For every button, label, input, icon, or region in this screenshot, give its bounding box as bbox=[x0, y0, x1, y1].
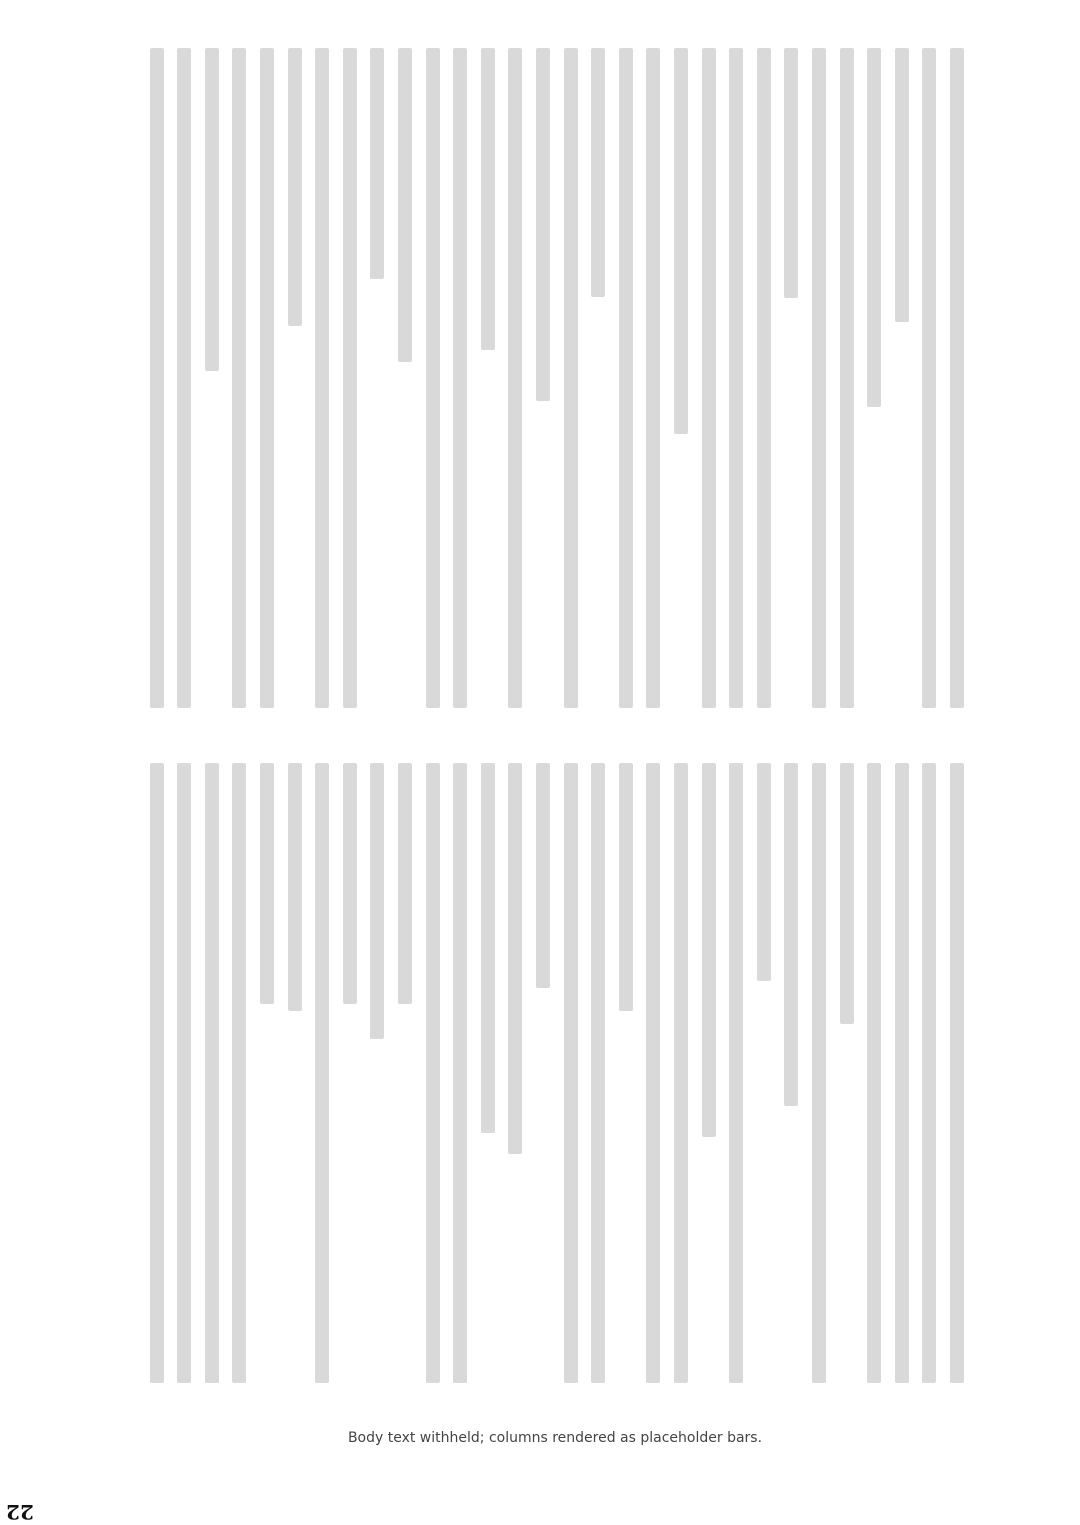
text-line-placeholder bbox=[950, 48, 964, 708]
text-block-bottom bbox=[140, 755, 970, 1395]
text-line-placeholder bbox=[508, 48, 522, 708]
text-line-placeholder bbox=[895, 48, 909, 322]
text-line-placeholder bbox=[453, 48, 467, 708]
text-line-placeholder bbox=[564, 763, 578, 1383]
text-line-placeholder bbox=[867, 763, 881, 1383]
text-line-placeholder bbox=[536, 763, 550, 988]
text-line-placeholder bbox=[453, 763, 467, 1383]
text-line-placeholder bbox=[895, 763, 909, 1383]
text-line-placeholder bbox=[564, 48, 578, 708]
text-line-placeholder bbox=[812, 48, 826, 708]
text-line-placeholder bbox=[150, 763, 164, 1383]
text-line-placeholder bbox=[426, 48, 440, 708]
text-line-placeholder bbox=[922, 48, 936, 708]
text-line-placeholder bbox=[481, 48, 495, 350]
text-line-placeholder bbox=[150, 48, 164, 708]
text-line-placeholder bbox=[315, 48, 329, 708]
text-line-placeholder bbox=[205, 763, 219, 1383]
text-line-placeholder bbox=[205, 48, 219, 371]
text-line-placeholder bbox=[591, 763, 605, 1383]
text-line-placeholder bbox=[784, 48, 798, 298]
text-line-placeholder bbox=[343, 48, 357, 708]
text-line-placeholder bbox=[840, 763, 854, 1024]
text-line-placeholder bbox=[177, 763, 191, 1383]
text-line-placeholder bbox=[177, 48, 191, 708]
text-line-placeholder bbox=[702, 763, 716, 1137]
text-line-placeholder bbox=[370, 763, 384, 1039]
page-number: 22 bbox=[6, 1500, 34, 1524]
text-line-placeholder bbox=[729, 763, 743, 1383]
text-line-placeholder bbox=[757, 763, 771, 981]
text-line-placeholder bbox=[232, 763, 246, 1383]
text-line-placeholder bbox=[922, 763, 936, 1383]
text-line-placeholder bbox=[729, 48, 743, 708]
text-line-placeholder bbox=[426, 763, 440, 1383]
text-line-placeholder bbox=[646, 763, 660, 1383]
text-line-placeholder bbox=[343, 763, 357, 1004]
text-line-placeholder bbox=[867, 48, 881, 407]
text-block-top bbox=[140, 40, 970, 720]
text-line-placeholder bbox=[840, 48, 854, 708]
text-line-placeholder bbox=[370, 48, 384, 279]
text-line-placeholder bbox=[481, 763, 495, 1133]
text-line-placeholder bbox=[646, 48, 660, 708]
text-line-placeholder bbox=[536, 48, 550, 401]
text-line-placeholder bbox=[232, 48, 246, 708]
content-note: Body text withheld; columns rendered as placeholder bars. bbox=[347, 1430, 763, 1446]
text-line-placeholder bbox=[398, 48, 412, 362]
text-line-placeholder bbox=[812, 763, 826, 1383]
text-line-placeholder bbox=[260, 48, 274, 708]
text-line-placeholder bbox=[674, 48, 688, 434]
text-line-placeholder bbox=[288, 48, 302, 326]
text-line-placeholder bbox=[398, 763, 412, 1004]
text-line-placeholder bbox=[674, 763, 688, 1383]
text-line-placeholder bbox=[619, 48, 633, 708]
text-line-placeholder bbox=[757, 48, 771, 708]
text-line-placeholder bbox=[315, 763, 329, 1383]
text-line-placeholder bbox=[260, 763, 274, 1004]
text-line-placeholder bbox=[288, 763, 302, 1011]
text-line-placeholder bbox=[950, 763, 964, 1383]
text-line-placeholder bbox=[702, 48, 716, 708]
text-line-placeholder bbox=[784, 763, 798, 1106]
text-line-placeholder bbox=[591, 48, 605, 297]
text-line-placeholder bbox=[508, 763, 522, 1154]
text-line-placeholder bbox=[619, 763, 633, 1011]
